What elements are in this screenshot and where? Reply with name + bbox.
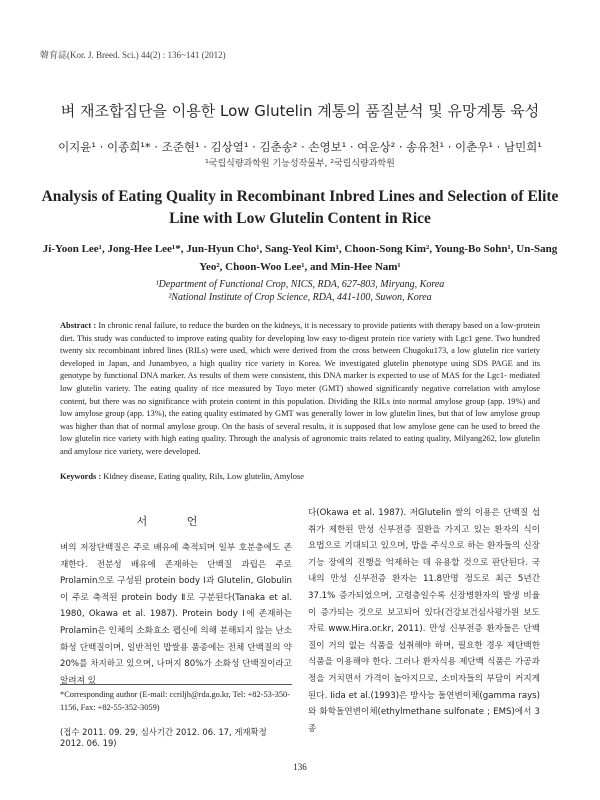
english-title: Analysis of Eating Quality in Recombinant Inbred Lines and Selection of Elite Line with Low Glutelin Content in Rice xyxy=(41,188,559,227)
journal-reference: 韓育誌(Kor. J. Breed. Sci.) 44(2) : 136~141 (2012) xyxy=(40,50,226,60)
section-heading: 서 언 xyxy=(136,515,216,528)
right-column-text: 다(Okawa et al. 1987). 저Glutelin 쌀의 이용은 단백질 섭취가 제한된 만성 신부전증 질환을 가지고 있는 환자의 식이 요법으로 기대되고 있으며, 밥을 주식으로 하는 환자들의 신장기능 장애의 진행을 억제하는 데 유용할 것으로 판단된다. 국내의 만성 신부전증 환자는 11.8만명 정도로 최근 5년간 37.1% 증가되었으며, 고령층일수록 신장병환자의 발생 비율이 증가되는 것으로 보고되어 있다(건강보건심사평가원 보도자료 www.Hira.or.kr, 2011). 만성 신부전증 환자들은 단백질이 거의 없는 식품을 섭취해야 하며, 필요한 경우 제단백한 식품을 이용해야 한다. 그러나 환자식용 제단백 식품은 가공과정을 거치면서 가격이 높아지므로, 소비자들의 부담이 커지게 된다. Iida et al.(1993)은 방사능 돌연변이체(gamma rays)와 화학돌연변이체(ethylmethane sulfonate ; EMS)에서 3종 xyxy=(308,508,540,734)
korean-affiliations: ¹국립식량과학원 기능성작물부, ²국립식량과학원 xyxy=(205,159,395,169)
keywords xyxy=(60,472,540,481)
corresponding-author-note: *Corresponding author (E-mail: ccriljh@rda.go.kr, Tel: +82-53-350-1156, Fax: +82-55-352-3059) xyxy=(60,690,290,712)
submission-dates-note: (접수 2011. 09. 29, 심사기간 2012. 06. 17, 게재확정 2012. 06. 19) xyxy=(60,727,267,748)
affiliation-2: ²National Institute of Crop Science, RDA, 441-100, Suwon, Korea xyxy=(168,292,432,303)
page-number: 136 xyxy=(293,762,307,772)
korean-title: 벼 재조합집단을 이용한 Low Glutelin 계통의 품질분석 및 유망계통 육성 xyxy=(60,102,540,120)
korean-authors: 이지윤¹ · 이종희¹* · 조준현¹ · 김상열¹ · 김춘송² · 손영보¹ · 여운상² · 송유천¹ · 이춘우¹ · 남민희¹ xyxy=(58,140,542,154)
abstract-label: Abstract : xyxy=(60,321,97,330)
affiliation-1: ¹Department of Functional Crop, NICS, RDA, 627-803, Miryang, Korea xyxy=(155,279,445,290)
abstract-text: In chronic renal failure, to reduce the burden on the kidneys, it is necessary to provide patients with therapy based on a low-protein diet. This study was conducted to improve eating quality for developing low easy to-digest protein rice variety with Lgc1 gene. Two hundred twenty six recombinant inbred lines (RILs) were used, which were derived from the cross between Chugoku173, a low glutelin rice variety developed in Japan, and Junambyeo, a high quality rice variety in Korea. We investigated glutelin phenotype using SDS PAGE and its genotype by functional DNA marker. As results of them were consistent, this DNA marker is expected to use of MAS for the Lgc1- mediated low glutelin variety. The eating quality of rice measured by Toyo meter (GMT) showed significantly negative correlation with amylose content, but there was no significance with protein content in this population. Dividing the RILs into normal amylose group (app. 19%) and low amylose group (app. 13%), the eating quality estimated by GMT was generally lower in low glutelin lines, but that of low amylose group was higher than that of normal amylose group. On the basis of several results, it is supposed that low amylose gene can be used to breed the low glutelin rice variety with high eating quality. Through the analysis of agronomic traits related to eating quality, Milyang262, low glutelin and amylose rice variety, were developed. xyxy=(60,321,540,456)
english-authors: Ji-Yoon Lee¹, Jong-Hee Lee¹*, Jun-Hyun Cho¹, Sang-Yeol Kim¹, Choon-Song Kim², Young-Bo Sohn¹, Un-Sang Yeo², Choon-Woo Lee¹, and Min-Hee Nam¹ xyxy=(42,243,558,273)
left-column-text: 벼의 저장단백질은 주로 배유에 축적되며 일부 호분층에도 존재한다. 전분성 배유에 존재하는 단백질 과립은 주로 Prolamin으로 구성된 protein body Ⅰ과 Glutelin, Globulin이 주로 축적된 protein body Ⅱ로 구분된다(Tanaka et al. 1980, Okawa et al. 1987). Protein body Ⅰ에 존재하는 Prolamin은 인체의 소화효소 펩신에 의해 분해되지 않는 난소화성 단백질이며, 일반적인 밥쌀용 품종에는 전체 단백질의 약 20%를 차지하고 있으며, 나머지 80%가 소화성 단백질이라고 알려져 있 xyxy=(60,543,292,686)
footnote-divider xyxy=(60,684,292,685)
keywords-text: Kidney disease, Eating quality, Rils, Low glutelin, Amylose xyxy=(103,472,304,481)
english-affiliations xyxy=(40,278,560,304)
keywords-label: Keywords : xyxy=(60,472,102,481)
abstract xyxy=(60,320,540,459)
